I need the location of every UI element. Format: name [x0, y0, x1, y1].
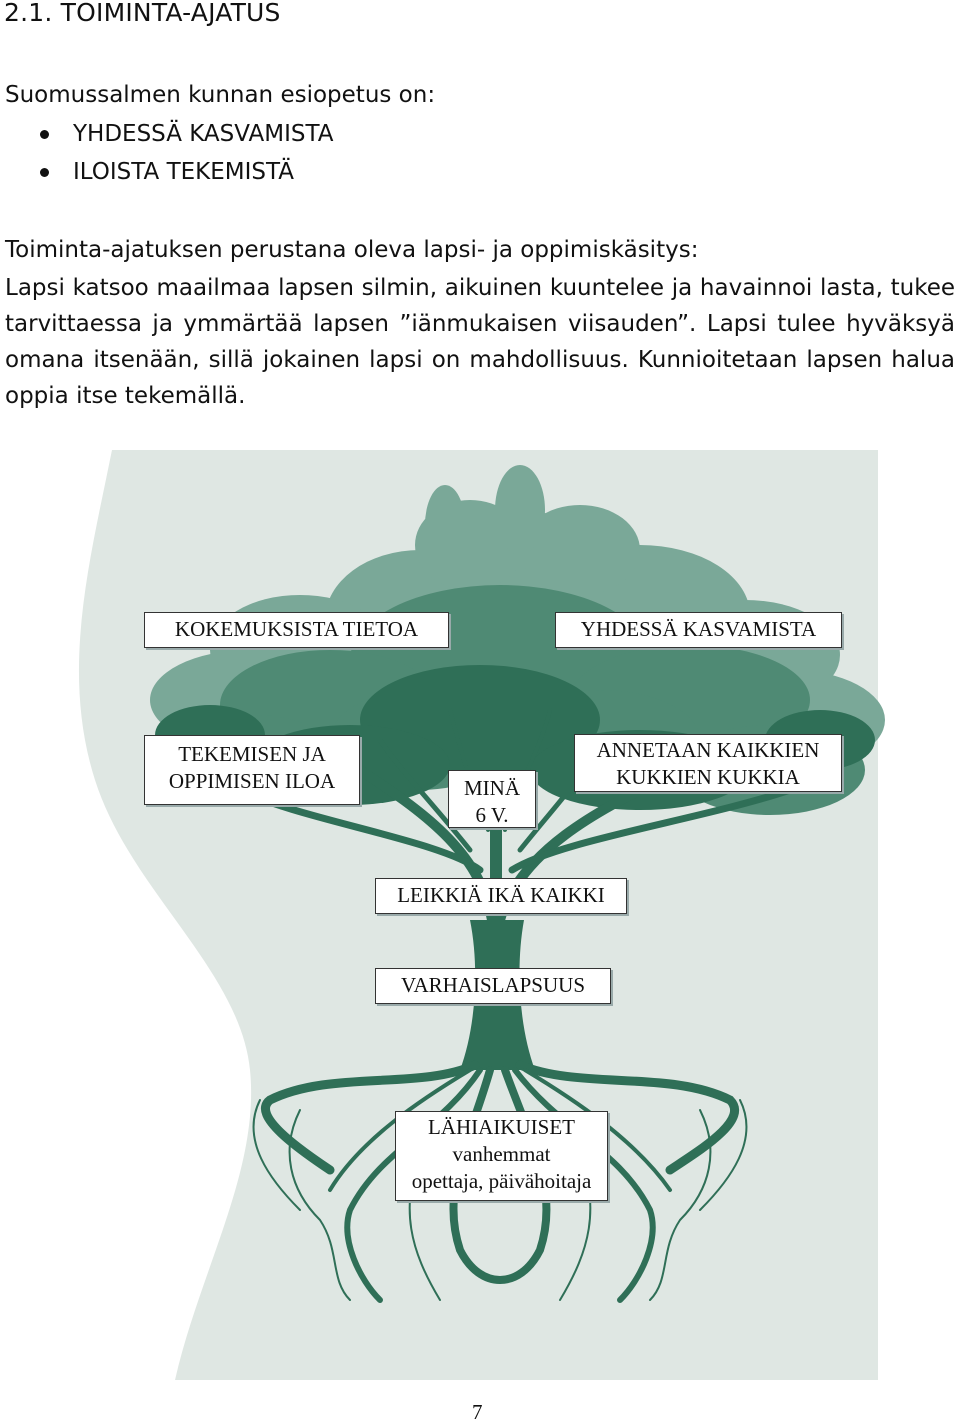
label-leikkia: LEIKKIÄ IKÄ KAIKKI — [375, 878, 627, 914]
bullet-icon — [40, 130, 49, 139]
label-tekemisen-line1: TEKEMISEN JA — [178, 742, 326, 766]
bullet-icon — [40, 168, 49, 177]
bullet-text: ILOISTA TEKEMISTÄ — [73, 159, 294, 185]
label-tekemisen-line2: OPPIMISEN ILOA — [168, 769, 336, 793]
label-annetaan-line2: KUKKIEN KUKKIA — [616, 765, 800, 789]
paragraph-body: Lapsi katsoo maailmaa lapsen silmin, aikuinen kuuntelee ja havainnoi lasta, tukee tarvittaessa ja ymmärtää lapsen ”iänmukaisen viisauden”. Lapsi tulee hyväksyä omana itsenään, sillä jokainen lapsi on mahdollisuus. Kunnioitetaan lapsen halua oppia itse tekemällä. — [5, 275, 955, 409]
intro-text: Suomussalmen kunnan esiopetus on: — [5, 82, 436, 108]
label-annetaan-line1: ANNETAAN KAIKKIEN — [596, 738, 820, 762]
page-number: 7 — [472, 1400, 483, 1424]
label-tekemisen — [144, 735, 360, 805]
label-mina — [448, 770, 536, 828]
label-varhais: VARHAISLAPSUUS — [375, 968, 611, 1004]
paragraph-title: Toiminta-ajatuksen perustana oleva lapsi- ja oppimiskäsitys: — [5, 237, 699, 263]
tree-diagram — [0, 450, 960, 1380]
list-item — [0, 156, 334, 194]
bullet-text: YHDESSÄ KASVAMISTA — [73, 121, 334, 147]
tree-illustration — [0, 450, 960, 1380]
label-lahiaikuiset-line2: vanhemmat — [452, 1142, 551, 1166]
label-yhdessa: YHDESSÄ KASVAMISTA — [555, 612, 842, 648]
label-lahiaikuiset — [395, 1111, 608, 1201]
label-kokemuksista: KOKEMUKSISTA TIETOA — [144, 612, 449, 648]
label-lahiaikuiset-line1: LÄHIAIKUISET — [428, 1115, 575, 1139]
label-mina-line2: 6 V. — [475, 803, 509, 827]
bullet-list — [0, 118, 334, 194]
label-annetaan — [574, 734, 842, 792]
concept-paragraph — [5, 232, 955, 414]
list-item — [0, 118, 334, 156]
label-mina-line1: MINÄ — [464, 776, 520, 800]
label-lahiaikuiset-line3: opettaja, päivähoitaja — [411, 1169, 592, 1193]
section-heading: 2.1. TOIMINTA-AJATUS — [4, 0, 281, 27]
